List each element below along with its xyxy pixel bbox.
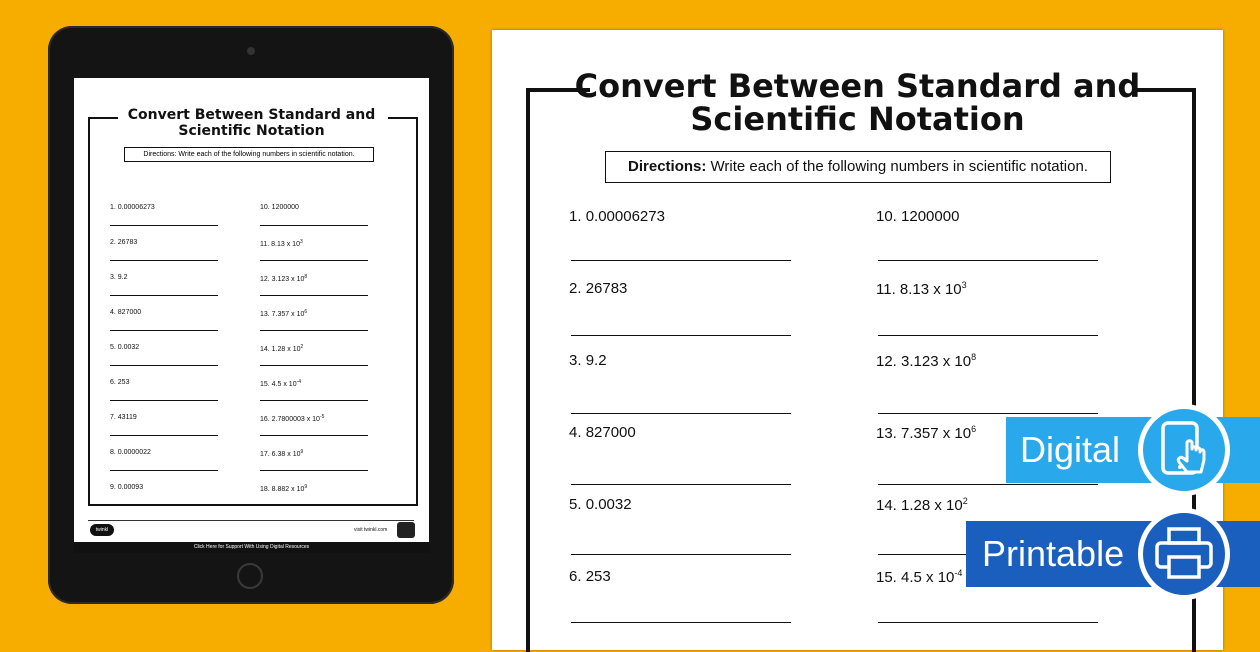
worksheet-title: Convert Between Standard and Scientific Notation [574, 67, 1141, 138]
mini-question: 5. 0.0032 [110, 344, 140, 351]
mini-answer-line [110, 505, 218, 506]
home-button [237, 563, 263, 589]
question-item: 11. 8.13 x $10^3$ [876, 280, 967, 298]
mini-answer-line [260, 435, 368, 436]
answer-line[interactable] [878, 260, 1098, 261]
mini-title: Convert Between Standard and Scientific Notation [127, 107, 376, 139]
mini-answer-line [110, 435, 218, 436]
mini-answer-line [260, 260, 368, 261]
answer-line[interactable] [571, 622, 791, 623]
question-item: 1. 0.00006273 [569, 208, 665, 225]
question-item: 3. 9.2 [569, 352, 607, 369]
digital-badge[interactable]: Digital [1006, 417, 1260, 483]
twinkl-logo: twinkl [90, 524, 114, 536]
tablet-tap-icon [1138, 404, 1230, 496]
mini-url: visit twinkl.com [354, 527, 388, 533]
mini-answer-line [110, 330, 218, 331]
mini-question: 2. 26783 [110, 239, 138, 246]
mini-question: 3. 9.2 [110, 274, 128, 281]
question-item: 2. 26783 [569, 280, 628, 297]
mini-answer-line [260, 330, 368, 331]
question-item: 13. 7.357 x $10^6$ [876, 424, 977, 442]
mini-answer-line [260, 295, 368, 296]
mini-answer-line [110, 295, 218, 296]
question-item: 14. 1.28 x $10^2$ [876, 496, 968, 514]
question-item: 10. 1200000 [876, 208, 960, 225]
answer-line[interactable] [878, 622, 1098, 623]
answer-line[interactable] [571, 484, 791, 485]
answer-line[interactable] [878, 413, 1098, 414]
mini-question: 1. 0.00006273 [110, 204, 155, 211]
mini-question: 17. 6.38 x $10^9$ [260, 449, 304, 458]
mini-question: 18. 8.882 x $10^9$ [260, 484, 308, 493]
answer-line[interactable] [878, 484, 1098, 485]
mini-question: 15. 4.5 x $10^{-4}$ [260, 379, 302, 388]
mini-answer-line [260, 470, 368, 471]
printer-icon [1138, 508, 1230, 600]
question-item: 15. 4.5 x $10^{-4}$ [876, 568, 963, 586]
mini-question: 7. 43119 [110, 414, 137, 421]
mini-question: 4. 827000 [110, 309, 142, 316]
mini-answer-line [110, 225, 218, 226]
answer-line[interactable] [571, 554, 791, 555]
printable-badge[interactable]: Printable [966, 521, 1260, 587]
digital-support-bar[interactable]: Click Here for Support With Using Digital Resources [74, 542, 429, 553]
mini-answer-line [260, 365, 368, 366]
mini-question: 6. 253 [110, 379, 130, 386]
question-item: 12. 3.123 x $10^8$ [876, 352, 977, 370]
mini-answer-line [260, 225, 368, 226]
mini-question: 10. 1200000 [260, 204, 299, 211]
mini-directions: Directions: Write each of the following numbers in scientific notation. [124, 147, 374, 162]
answer-line[interactable] [571, 413, 791, 414]
question-item: 5. 0.0032 [569, 496, 632, 513]
mini-question: 8. 0.0000022 [110, 449, 151, 456]
tablet-preview [48, 26, 454, 604]
mini-badge-icon [397, 522, 415, 538]
tablet-screen [74, 78, 429, 553]
mini-question: 9. 0.00093 [110, 484, 144, 491]
mini-answer-line [110, 365, 218, 366]
question-item: 6. 253 [569, 568, 611, 585]
question-item: 4. 827000 [569, 424, 636, 441]
mini-answer-line [260, 400, 368, 401]
mini-question: 11. 8.13 x $10^3$ [260, 239, 303, 248]
mini-answer-line [110, 260, 218, 261]
mini-question: 14. 1.28 x $10^2$ [260, 344, 304, 353]
mini-question: 13. 7.357 x $10^6$ [260, 309, 308, 318]
mini-question: 12. 3.123 x $10^8$ [260, 274, 308, 283]
mini-answer-line [110, 470, 218, 471]
mini-answer-line [110, 400, 218, 401]
answer-line[interactable] [571, 260, 791, 261]
directions-box: Directions: Write each of the following numbers in scientific notation. [605, 151, 1111, 183]
mini-question: 16. 2.7800003 x $10^{-5}$ [260, 414, 325, 423]
camera-dot [247, 47, 255, 55]
answer-line[interactable] [878, 335, 1098, 336]
mini-answer-line [260, 505, 368, 506]
answer-line[interactable] [571, 335, 791, 336]
